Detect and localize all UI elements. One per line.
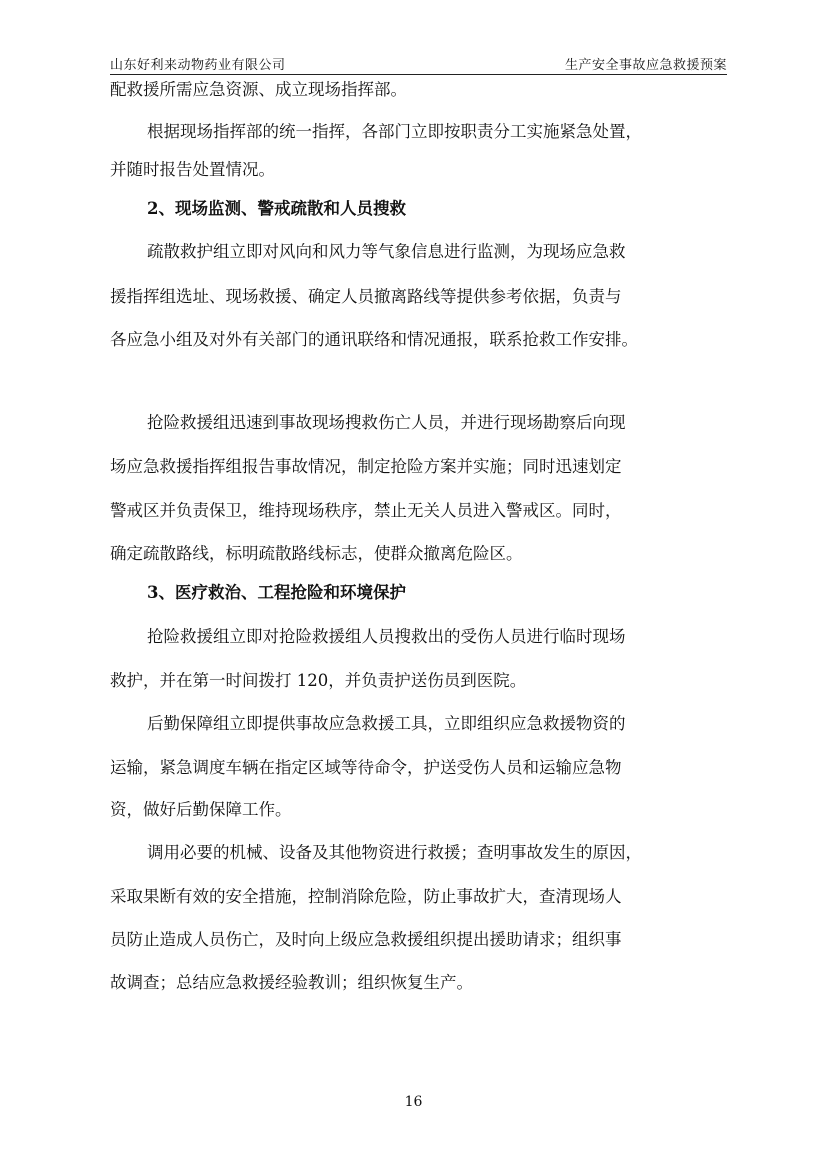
document-title: 生产安全事故应急救援预案 bbox=[564, 58, 727, 73]
text-line: 采取果断有效的安全措施，控制消除危险，防止事故扩大，查清现场人 bbox=[110, 887, 622, 906]
text-line: 调用必要的机械、设备及其他物资进行救援；查明事故发生的原因， bbox=[147, 843, 642, 862]
text-line: 疏散救护组立即对风向和风力等气象信息进行监测，为现场应急救 bbox=[147, 242, 626, 261]
company-name: 山东好利来动物药业有限公司 bbox=[110, 58, 286, 73]
text-line: 抢险救援组立即对抢险救援组人员搜救出的受伤人员进行临时现场 bbox=[147, 627, 626, 646]
text-line: 警戒区并负责保卫，维持现场秩序，禁止无关人员进入警戒区。同时， bbox=[110, 501, 622, 520]
text-line: 配救援所需应急资源、成立现场指挥部。 bbox=[110, 80, 407, 99]
text-line: 救护，并在第一时间拨打 120，并负责护送伤员到医院。 bbox=[110, 671, 527, 690]
page-header bbox=[110, 54, 727, 76]
section-heading: 3、医疗救治、工程抢险和环境保护 bbox=[147, 583, 406, 602]
text-line: 并随时报告处置情况。 bbox=[110, 160, 275, 179]
text-line: 后勤保障组立即提供事故应急救援工具，立即组织应急救援物资的 bbox=[147, 714, 626, 733]
text-line: 场应急救援指挥组报告事故情况，制定抢险方案并实施；同时迅速划定 bbox=[110, 457, 622, 476]
header-rule bbox=[110, 74, 727, 75]
text-line: 资，做好后勤保障工作。 bbox=[110, 800, 292, 819]
text-line: 运输，紧急调度车辆在指定区域等待命令，护送受伤人员和运输应急物 bbox=[110, 758, 622, 777]
page-number: 16 bbox=[404, 1094, 423, 1110]
text-line: 援指挥组选址、现场救援、确定人员撤离路线等提供参考依据，负责与 bbox=[110, 287, 622, 306]
text-line: 确定疏散路线，标明疏散路线标志，使群众撤离危险区。 bbox=[110, 544, 523, 563]
section-heading: 2、现场监测、警戒疏散和人员搜救 bbox=[147, 199, 406, 218]
text-line: 根据现场指挥部的统一指挥，各部门立即按职责分工实施紧急处置， bbox=[147, 122, 642, 141]
text-line: 各应急小组及对外有关部门的通讯联络和情况通报，联系抢救工作安排。 bbox=[110, 330, 638, 349]
text-line: 抢险救援组迅速到事故现场搜救伤亡人员，并进行现场勘察后向现 bbox=[147, 413, 626, 432]
text-line: 故调查；总结应急救援经验教训；组织恢复生产。 bbox=[110, 973, 473, 992]
text-line: 员防止造成人员伤亡，及时向上级应急救援组织提出援助请求；组织事 bbox=[110, 930, 622, 949]
